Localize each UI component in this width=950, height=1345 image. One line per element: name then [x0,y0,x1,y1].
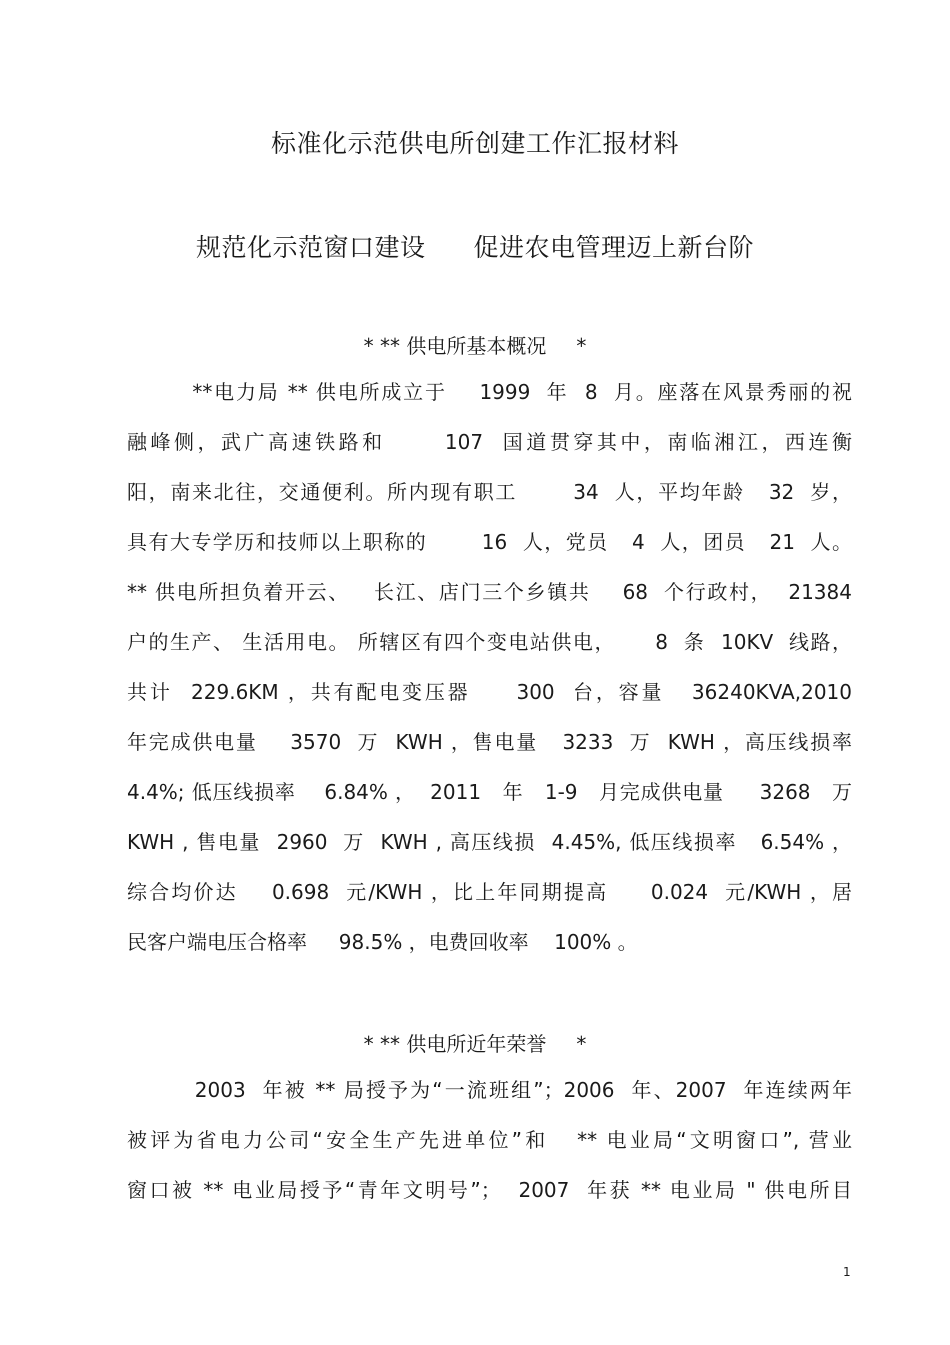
paragraph-line: KWH , 售电量 2960 万 KWH , 高压线损 4.45%, 低压线损率 6.54% ， [127,830,852,854]
overview-paragraph [127,380,852,980]
paragraph-line: 阳，南来北往，交通便利。所内现有职工 34 人，平均年龄 32 岁， [127,480,852,504]
section-heading-overview [0,330,950,359]
paragraph-line: 年完成供电量 3570 万 KWH ，售电量 3233 万 KWH ，高压线损率 [127,730,852,754]
document-subtitle [0,228,950,264]
paragraph-line: **电力局 ** 供电所成立于 1999 年 8 月。座落在风景秀丽的祝 [127,380,852,404]
subtitle-part-1: 规范化示范窗口建设 [195,233,426,262]
section-heading-text: * ** 供电所近年荣誉 [363,1032,547,1056]
document-title: 标准化示范供电所创建工作汇报材料 [270,129,679,158]
paragraph-line: ** 供电所担负着开云、 长江、店门三个乡镇共 68 个行政村， 21384 [127,580,852,604]
paragraph-line: 共计 229.6KM ，共有配电变压器 300 台，容量 36240KVA,2010 [127,680,852,704]
section-heading-honors [0,1028,950,1057]
page-number: 1 [843,1265,851,1279]
section-heading-text: * ** 供电所基本概况 [363,334,547,358]
section-heading-star: * [576,1032,587,1056]
paragraph-line: 被评为省电力公司“安全生产先进单位”和 ** 电业局“文明窗口”, 营业 [127,1128,852,1152]
paragraph-line: 融峰侧，武广高速铁路和 107 国道贯穿其中，南临湘江，西连衡 [127,430,852,454]
paragraph-line: 民客户端电压合格率 98.5% ，电费回收率 100% 。 [127,930,638,954]
subtitle-part-2: 促进农电管理迈上新台阶 [473,233,755,262]
paragraph-line: 综合均价达 0.698 元/KWH ，比上年同期提高 0.024 元/KWH ，居 [127,880,852,904]
honors-paragraph [127,1078,852,1228]
paragraph-line: 具有大专学历和技师以上职称的 16 人，党员 4 人，团员 21 人。 [127,530,852,554]
paragraph-line: 2003 年被 ** 局授予为“一流班组”；2006 年、2007 年连续两年 [127,1078,852,1102]
paragraph-line: 窗口被 ** 电业局授予“青年文明号”； 2007 年获 ** 电业局 " 供电所目 [127,1178,852,1202]
paragraph-line: 户的生产、 生活用电。 所辖区有四个变电站供电， 8 条 10KV 线路， [127,630,852,654]
section-heading-star: * [576,334,587,358]
paragraph-line: 4.4%; 低压线损率 6.84% ， 2011 年 1-9 月完成供电量 3268 万 [127,780,852,804]
